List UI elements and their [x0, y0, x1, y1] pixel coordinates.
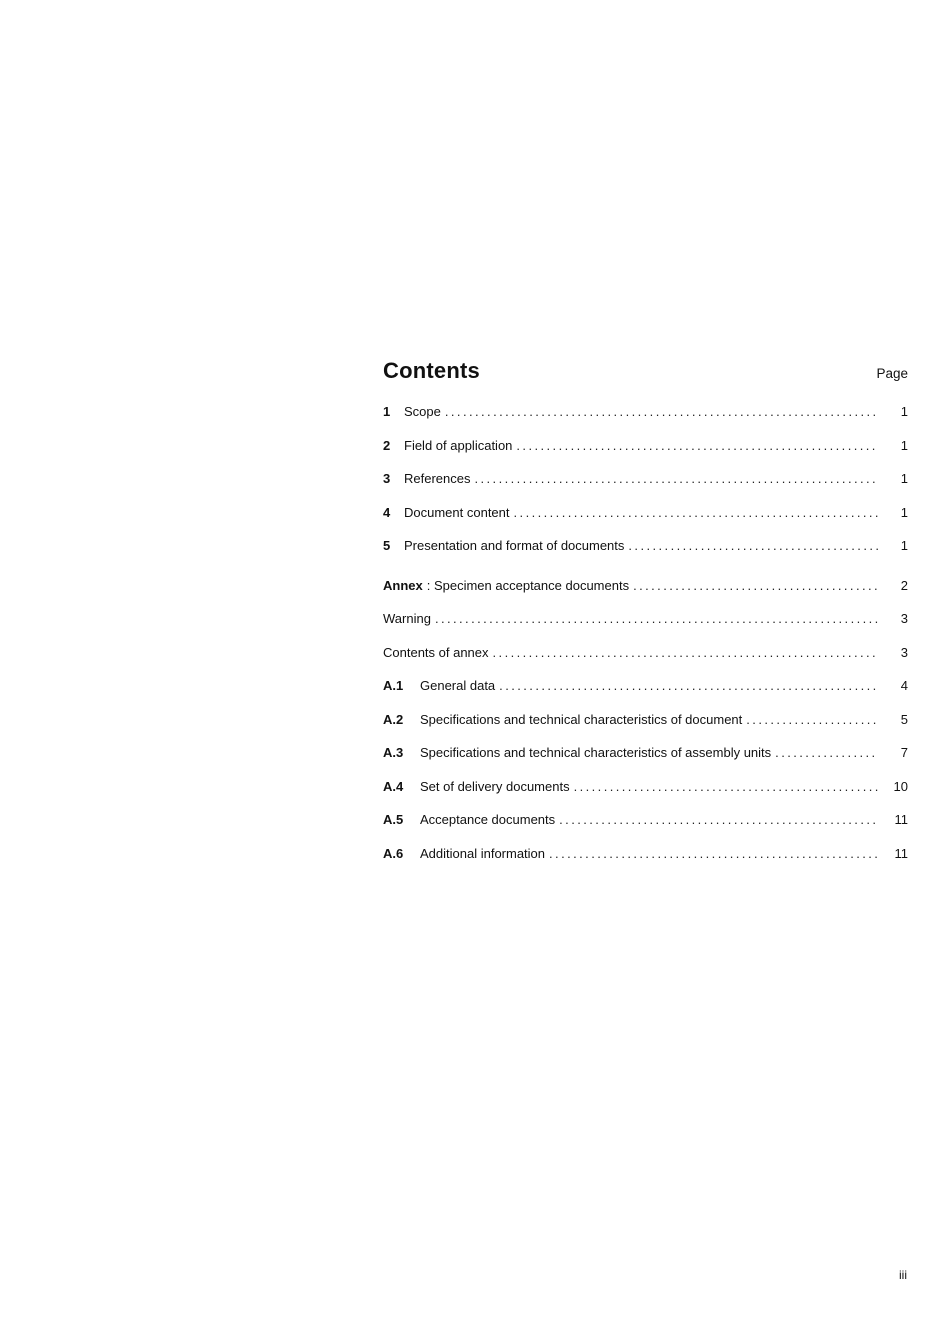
toc-entry-contents-of-annex[interactable] [383, 645, 908, 679]
annex-prefix: Annex [383, 577, 423, 593]
page-ref: 1 [900, 538, 908, 553]
clause-number: 5 [383, 538, 391, 553]
toc-entry-a5[interactable] [383, 812, 908, 846]
toc-header [383, 358, 908, 396]
page-ref: 3 [900, 644, 908, 660]
page-ref: 4 [900, 678, 908, 693]
clause-number: 1 [383, 404, 391, 419]
section-title: Additional information [420, 845, 546, 861]
dot-leader [514, 505, 878, 520]
toc-entry-presentation-format[interactable] [383, 538, 908, 572]
section-number: A.1 [383, 678, 404, 693]
page-ref: 7 [900, 745, 908, 760]
clause-title: Field of application [404, 437, 513, 453]
dot-leader [445, 404, 878, 419]
dot-leader [574, 779, 878, 794]
section-title: Specifications and technical characteristics of document [420, 711, 743, 727]
section-number: A.3 [383, 745, 404, 760]
clause-number: 4 [383, 504, 391, 520]
entry-title: Warning [383, 611, 431, 626]
table-of-contents [383, 358, 908, 879]
page-number: iii [899, 1268, 907, 1282]
page-ref: 1 [900, 437, 908, 453]
dot-leader [435, 611, 878, 626]
page-ref: 10 [893, 778, 908, 794]
page-ref: 5 [900, 711, 908, 727]
entry-title: Contents of annex [383, 644, 489, 660]
page-ref: 2 [900, 577, 908, 593]
clause-title: Scope [404, 404, 441, 419]
toc-entry-a1[interactable] [383, 678, 908, 712]
toc-entry-a3[interactable] [383, 745, 908, 779]
toc-entry-annex[interactable] [383, 578, 908, 612]
clause-title: Document content [404, 504, 510, 520]
dot-leader [493, 645, 878, 660]
dot-leader [516, 438, 878, 453]
section-title: General data [420, 678, 496, 693]
dot-leader [628, 538, 878, 553]
section-number: A.6 [383, 845, 404, 861]
toc-entry-a4[interactable] [383, 779, 908, 813]
toc-entry-a6[interactable] [383, 846, 908, 880]
section-number: A.2 [383, 711, 404, 727]
page-ref: 1 [900, 404, 908, 419]
toc-entry-scope[interactable] [383, 404, 908, 438]
page-ref: 1 [900, 471, 908, 486]
section-title: Acceptance documents [420, 812, 556, 827]
section-number: A.4 [383, 778, 404, 794]
toc-entry-references[interactable] [383, 471, 908, 505]
dot-leader [474, 471, 878, 486]
page-ref: 11 [894, 845, 908, 861]
section-title: Specifications and technical characteristics of assembly units [420, 745, 772, 760]
page-ref: 3 [900, 611, 908, 626]
dot-leader [775, 745, 878, 760]
clause-number: 2 [383, 437, 391, 453]
section-number: A.5 [383, 812, 404, 827]
annex-title: : Specimen acceptance documents [426, 577, 630, 593]
toc-entry-field-of-application[interactable] [383, 438, 908, 472]
dot-leader [746, 712, 878, 727]
dot-leader [633, 578, 878, 593]
toc-entry-a2[interactable] [383, 712, 908, 746]
dot-leader [549, 846, 878, 861]
page-ref: 11 [894, 812, 908, 827]
dot-leader [499, 678, 878, 693]
clause-number: 3 [383, 471, 391, 486]
dot-leader [559, 812, 878, 827]
section-title: Set of delivery documents [420, 778, 570, 794]
page-column-heading: Page [876, 366, 908, 381]
toc-entry-document-content[interactable] [383, 505, 908, 539]
contents-title: Contents [383, 358, 480, 383]
clause-title: References [404, 471, 471, 486]
toc-entry-warning[interactable] [383, 611, 908, 645]
page-ref: 1 [900, 504, 908, 520]
clause-title: Presentation and format of documents [404, 538, 625, 553]
